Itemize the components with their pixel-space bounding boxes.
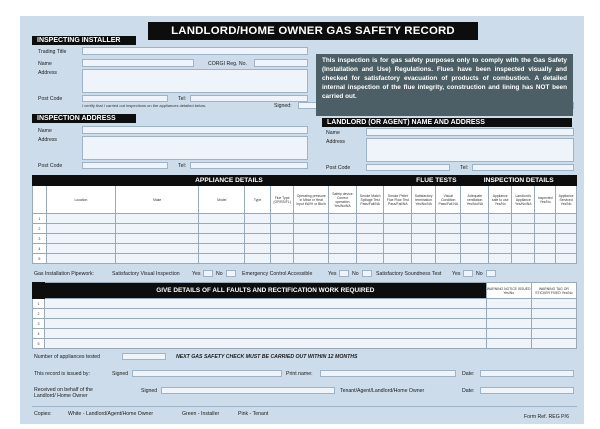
pipework-label: Gas Installation Pipework: (34, 271, 94, 277)
row-number-header (33, 186, 47, 214)
column-header: Flue Type (OF/RS/FL) (270, 186, 294, 214)
appliance-cell[interactable] (412, 214, 436, 224)
inspection-address-heading: INSPECTION ADDRESS (32, 114, 136, 123)
print-name-label: Print name: (286, 371, 313, 377)
landlord-postcode-label: Post Code (326, 165, 351, 171)
appliance-cell[interactable] (199, 254, 245, 264)
appliance-cell[interactable] (356, 254, 384, 264)
inspection-tel-label: Tel: (178, 163, 187, 169)
received-label: Received on behalf of the Landlord/ Home Owner (34, 387, 93, 399)
column-header: Satisfactory termination Yes/No/NA (412, 186, 436, 214)
appliance-cell[interactable] (116, 254, 199, 264)
installer-signed-label: Signed: (274, 103, 292, 109)
inspection-postcode-field[interactable] (82, 162, 168, 169)
appliance-cell[interactable] (294, 244, 329, 254)
appliance-cell[interactable] (356, 214, 384, 224)
soundness-yes-label: Yes (452, 271, 461, 277)
appliance-cell[interactable] (270, 234, 294, 244)
warning-cell[interactable] (531, 339, 576, 349)
appliance-cell[interactable] (436, 214, 461, 224)
appliance-cell[interactable] (245, 234, 270, 244)
column-header: Visual Condition Pass/Fail NA (436, 186, 461, 214)
visual-no-checkbox[interactable] (226, 270, 236, 277)
appliance-cell[interactable] (270, 214, 294, 224)
appliance-cell[interactable] (436, 224, 461, 234)
row-number: 1 (33, 299, 45, 309)
appliance-cell[interactable] (512, 224, 535, 234)
received-date-label: Date: (462, 388, 475, 394)
appliance-cell[interactable] (535, 254, 556, 264)
appliance-cell[interactable] (384, 244, 412, 254)
appliance-cell[interactable] (199, 234, 245, 244)
appliance-cell[interactable] (46, 234, 115, 244)
appliance-cell[interactable] (436, 254, 461, 264)
landlord-name-label: Name (326, 130, 340, 136)
appliance-cell[interactable] (412, 234, 436, 244)
row-number: 3 (33, 234, 47, 244)
appliance-row (33, 244, 577, 254)
appliance-row (33, 214, 577, 224)
warning-notice-header: WARNING NOTICE ISSUED Yes/No (486, 283, 531, 299)
warning-cell[interactable] (486, 309, 531, 319)
column-header: Appliance Serviced Yes/No (556, 186, 577, 214)
column-header: Type (245, 186, 270, 214)
appliance-cell[interactable] (329, 254, 357, 264)
issued-date-field[interactable] (480, 370, 574, 377)
installer-tel-label: Tel: (178, 96, 187, 102)
appliance-cell[interactable] (489, 244, 512, 254)
appliance-cell[interactable] (489, 224, 512, 234)
appliance-cell[interactable] (535, 214, 556, 224)
column-header: Make (116, 186, 199, 214)
appliance-cell[interactable] (512, 244, 535, 254)
appliance-cell[interactable] (556, 234, 577, 244)
appliance-cell[interactable] (329, 214, 357, 224)
appliance-cell[interactable] (116, 234, 199, 244)
column-header: Smoke Match Spillage Test Pass/Fail/NA (356, 186, 384, 214)
row-number: 5 (33, 339, 45, 349)
safety-notice: This inspection is for gas safety purposes only to comply with the Gas Safety (Installation and Use) Regulations. Flues have been inspected visually and checked for satisfactory evacuation of products of combustion. A detailed internal inspection of the flue integrity, construction and lining has NOT been carried out. (316, 54, 573, 116)
appliance-cell[interactable] (245, 224, 270, 234)
gas-safety-record-form (20, 16, 584, 424)
appliance-cell[interactable] (329, 244, 357, 254)
form-ref: Form Ref. REG P/6 (524, 414, 569, 420)
warning-cell[interactable] (531, 309, 576, 319)
copies-label: Copies: (34, 411, 52, 417)
installer-postcode-field[interactable] (82, 95, 168, 102)
column-header: Inspected Yes/No (535, 186, 556, 214)
appliance-cell[interactable] (461, 224, 489, 234)
appliance-cell[interactable] (412, 224, 436, 234)
appliance-cell[interactable] (46, 214, 115, 224)
next-check-notice: NEXT GAS SAFETY CHECK MUST BE CARRIED OUT WITHIN 12 MONTHS (176, 354, 358, 360)
landlord-name-field[interactable] (366, 128, 574, 136)
flue-tests-header: FLUE TESTS (412, 176, 461, 186)
fault-row (33, 339, 577, 349)
certify-statement: I certify that I carried out inspections on the appliances detailed below. (82, 103, 207, 108)
warning-cell[interactable] (531, 299, 576, 309)
fault-row (33, 329, 577, 339)
appliance-cell[interactable] (436, 244, 461, 254)
landlord-address-label: Address (326, 139, 346, 145)
appliance-cell[interactable] (46, 244, 115, 254)
appliance-cell[interactable] (116, 224, 199, 234)
appliance-cell[interactable] (461, 234, 489, 244)
copy-pink: Pink - Tenant (238, 411, 269, 417)
installer-name-label: Name (38, 61, 52, 67)
appliance-cell[interactable] (294, 224, 329, 234)
fault-details-cell[interactable] (45, 299, 487, 309)
appliance-cell[interactable] (329, 234, 357, 244)
row-number: 2 (33, 309, 45, 319)
appliance-cell[interactable] (245, 254, 270, 264)
visual-yes-label: Yes (192, 271, 201, 277)
installer-address-field[interactable] (82, 69, 308, 93)
fault-details-cell[interactable] (45, 339, 487, 349)
appliance-cell[interactable] (116, 244, 199, 254)
installer-tel-field[interactable] (190, 95, 308, 102)
appliance-cell[interactable] (512, 234, 535, 244)
appliance-cell[interactable] (436, 234, 461, 244)
num-appliances-label: Number of appliances tested (34, 354, 101, 360)
landlord-tel-field[interactable] (472, 164, 574, 171)
inspection-address-field[interactable] (82, 136, 308, 160)
appliance-cell[interactable] (270, 254, 294, 264)
appliance-cell[interactable] (329, 224, 357, 234)
faults-table (32, 282, 577, 349)
ecv-label: Emergency Control Accessible (242, 271, 313, 277)
landlord-heading: LANDLORD (OR AGENT) NAME AND ADDRESS (322, 118, 572, 127)
appliance-cell[interactable] (384, 214, 412, 224)
faults-corner (33, 283, 45, 299)
appliance-cell[interactable] (356, 224, 384, 234)
appliance-cell[interactable] (489, 214, 512, 224)
appliance-details-header: APPLIANCE DETAILS (46, 176, 411, 186)
received-signature-field[interactable] (161, 387, 335, 394)
appliance-cell[interactable] (294, 214, 329, 224)
faults-header: GIVE DETAILS OF ALL FAULTS AND RECTIFICATION WORK REQUIRED (45, 283, 487, 299)
corgi-reg-field[interactable] (254, 59, 308, 67)
appliance-cell[interactable] (535, 244, 556, 254)
appliance-cell[interactable] (535, 234, 556, 244)
row-number: 4 (33, 329, 45, 339)
appliance-cell[interactable] (270, 224, 294, 234)
appliance-cell[interactable] (245, 244, 270, 254)
table-corner (33, 176, 47, 186)
appliance-cell[interactable] (294, 234, 329, 244)
appliance-cell[interactable] (199, 244, 245, 254)
issued-by-label: This record is issued by: (34, 371, 90, 377)
tenant-label: Tenant/Agent/Landlord/Home Owner (340, 388, 425, 394)
ecv-yes-checkbox[interactable] (339, 270, 349, 277)
issued-signature-field[interactable] (132, 370, 282, 377)
appliance-cell[interactable] (199, 224, 245, 234)
copy-white: White - Landlord/Agent/Home Owner (68, 411, 154, 417)
form-title: LANDLORD/HOME OWNER GAS SAFETY RECORD (148, 22, 478, 40)
fault-details-cell[interactable] (45, 329, 487, 339)
appliance-row (33, 224, 577, 234)
print-name-field[interactable] (320, 370, 456, 377)
row-number: 2 (33, 224, 47, 234)
warning-cell[interactable] (531, 329, 576, 339)
installer-heading: INSPECTING INSTALLER (32, 36, 136, 45)
issued-signed-label: Signed (112, 371, 129, 377)
warning-cell[interactable] (531, 319, 576, 329)
received-date-field[interactable] (480, 387, 574, 394)
warning-cell[interactable] (486, 319, 531, 329)
appliance-cell[interactable] (556, 214, 577, 224)
installer-postcode-label: Post Code (38, 96, 63, 102)
appliance-cell[interactable] (535, 224, 556, 234)
column-header: Safety device Correct operation Yes/No/NA (329, 186, 357, 214)
appliance-cell[interactable] (489, 254, 512, 264)
row-number: 5 (33, 254, 47, 264)
appliance-cell[interactable] (384, 224, 412, 234)
soundness-no-checkbox[interactable] (486, 270, 496, 277)
soundness-no-label: No (476, 271, 483, 277)
row-number: 4 (33, 244, 47, 254)
inspection-tel-field[interactable] (190, 162, 308, 169)
column-header: Appliance safe to use Yes/No (489, 186, 512, 214)
appliance-cell[interactable] (356, 244, 384, 254)
inspection-name-field[interactable] (82, 126, 308, 134)
appliance-cell[interactable] (270, 244, 294, 254)
trading-title-field[interactable] (82, 47, 308, 55)
fault-row (33, 299, 577, 309)
received-signed-label: Signed (141, 388, 158, 394)
appliance-table (32, 175, 577, 264)
warning-cell[interactable] (486, 329, 531, 339)
appliance-cell[interactable] (556, 254, 577, 264)
inspection-postcode-label: Post Code (38, 163, 63, 169)
appliance-cell[interactable] (294, 254, 329, 264)
ecv-no-checkbox[interactable] (362, 270, 372, 277)
column-header: Landlord's Appliance Yes/No/NA (512, 186, 535, 214)
appliance-cell[interactable] (412, 244, 436, 254)
column-header: Model (199, 186, 245, 214)
appliance-cell[interactable] (46, 254, 115, 264)
column-header: Adequate ventilation Yes/No/NA (461, 186, 489, 214)
ecv-no-label: No (352, 271, 359, 277)
ecv-yes-label: Yes (328, 271, 337, 277)
copy-green: Green - Installer (182, 411, 220, 417)
row-number: 3 (33, 319, 45, 329)
inspection-name-label: Name (38, 128, 52, 134)
inspection-address-label: Address (38, 137, 58, 143)
warning-tag-header: WARNING TAG OR STICKER FIXED Yes/No (531, 283, 576, 299)
visual-inspection-label: Satisfactory Visual Inspection (112, 271, 180, 277)
landlord-tel-label: Tel: (460, 165, 469, 171)
footer-divider (32, 406, 577, 407)
issued-date-label: Date: (462, 371, 475, 377)
installer-name-field[interactable] (82, 59, 194, 67)
num-appliances-field[interactable] (122, 353, 166, 360)
row-number: 1 (33, 214, 47, 224)
visual-no-label: No (216, 271, 223, 277)
landlord-postcode-field[interactable] (366, 164, 450, 171)
appliance-cell[interactable] (245, 214, 270, 224)
appliance-cell[interactable] (412, 254, 436, 264)
appliance-cell[interactable] (512, 254, 535, 264)
column-header: Smoke Pellet Flue Flow Test Pass/Fail/NA (384, 186, 412, 214)
landlord-address-field[interactable] (366, 138, 574, 162)
column-header: Operating pressure in Mbar or Heat input kW/H or Btu/h (294, 186, 329, 214)
installer-address-label: Address (38, 70, 58, 76)
warning-cell[interactable] (486, 299, 531, 309)
fault-row (33, 319, 577, 329)
appliance-row (33, 234, 577, 244)
appliance-cell[interactable] (489, 234, 512, 244)
fault-details-cell[interactable] (45, 309, 487, 319)
appliance-cell[interactable] (116, 214, 199, 224)
fault-details-cell[interactable] (45, 319, 487, 329)
soundness-label: Satisfactory Soundness Test (376, 271, 442, 277)
fault-row (33, 309, 577, 319)
appliance-cell[interactable] (384, 254, 412, 264)
visual-yes-checkbox[interactable] (203, 270, 213, 277)
appliance-cell[interactable] (461, 214, 489, 224)
appliance-cell[interactable] (556, 244, 577, 254)
column-header: Location (46, 186, 115, 214)
appliance-cell[interactable] (356, 234, 384, 244)
trading-title-label: Trading Title (38, 49, 67, 55)
corgi-reg-label: CORGI Reg. No. (208, 61, 247, 67)
appliance-cell[interactable] (512, 214, 535, 224)
appliance-cell[interactable] (461, 244, 489, 254)
appliance-row (33, 254, 577, 264)
appliance-cell[interactable] (46, 224, 115, 234)
inspection-details-header: INSPECTION DETAILS (461, 176, 577, 186)
appliance-cell[interactable] (556, 224, 577, 234)
appliance-cell[interactable] (461, 254, 489, 264)
appliance-cell[interactable] (199, 214, 245, 224)
soundness-yes-checkbox[interactable] (463, 270, 473, 277)
appliance-cell[interactable] (384, 234, 412, 244)
warning-cell[interactable] (486, 339, 531, 349)
